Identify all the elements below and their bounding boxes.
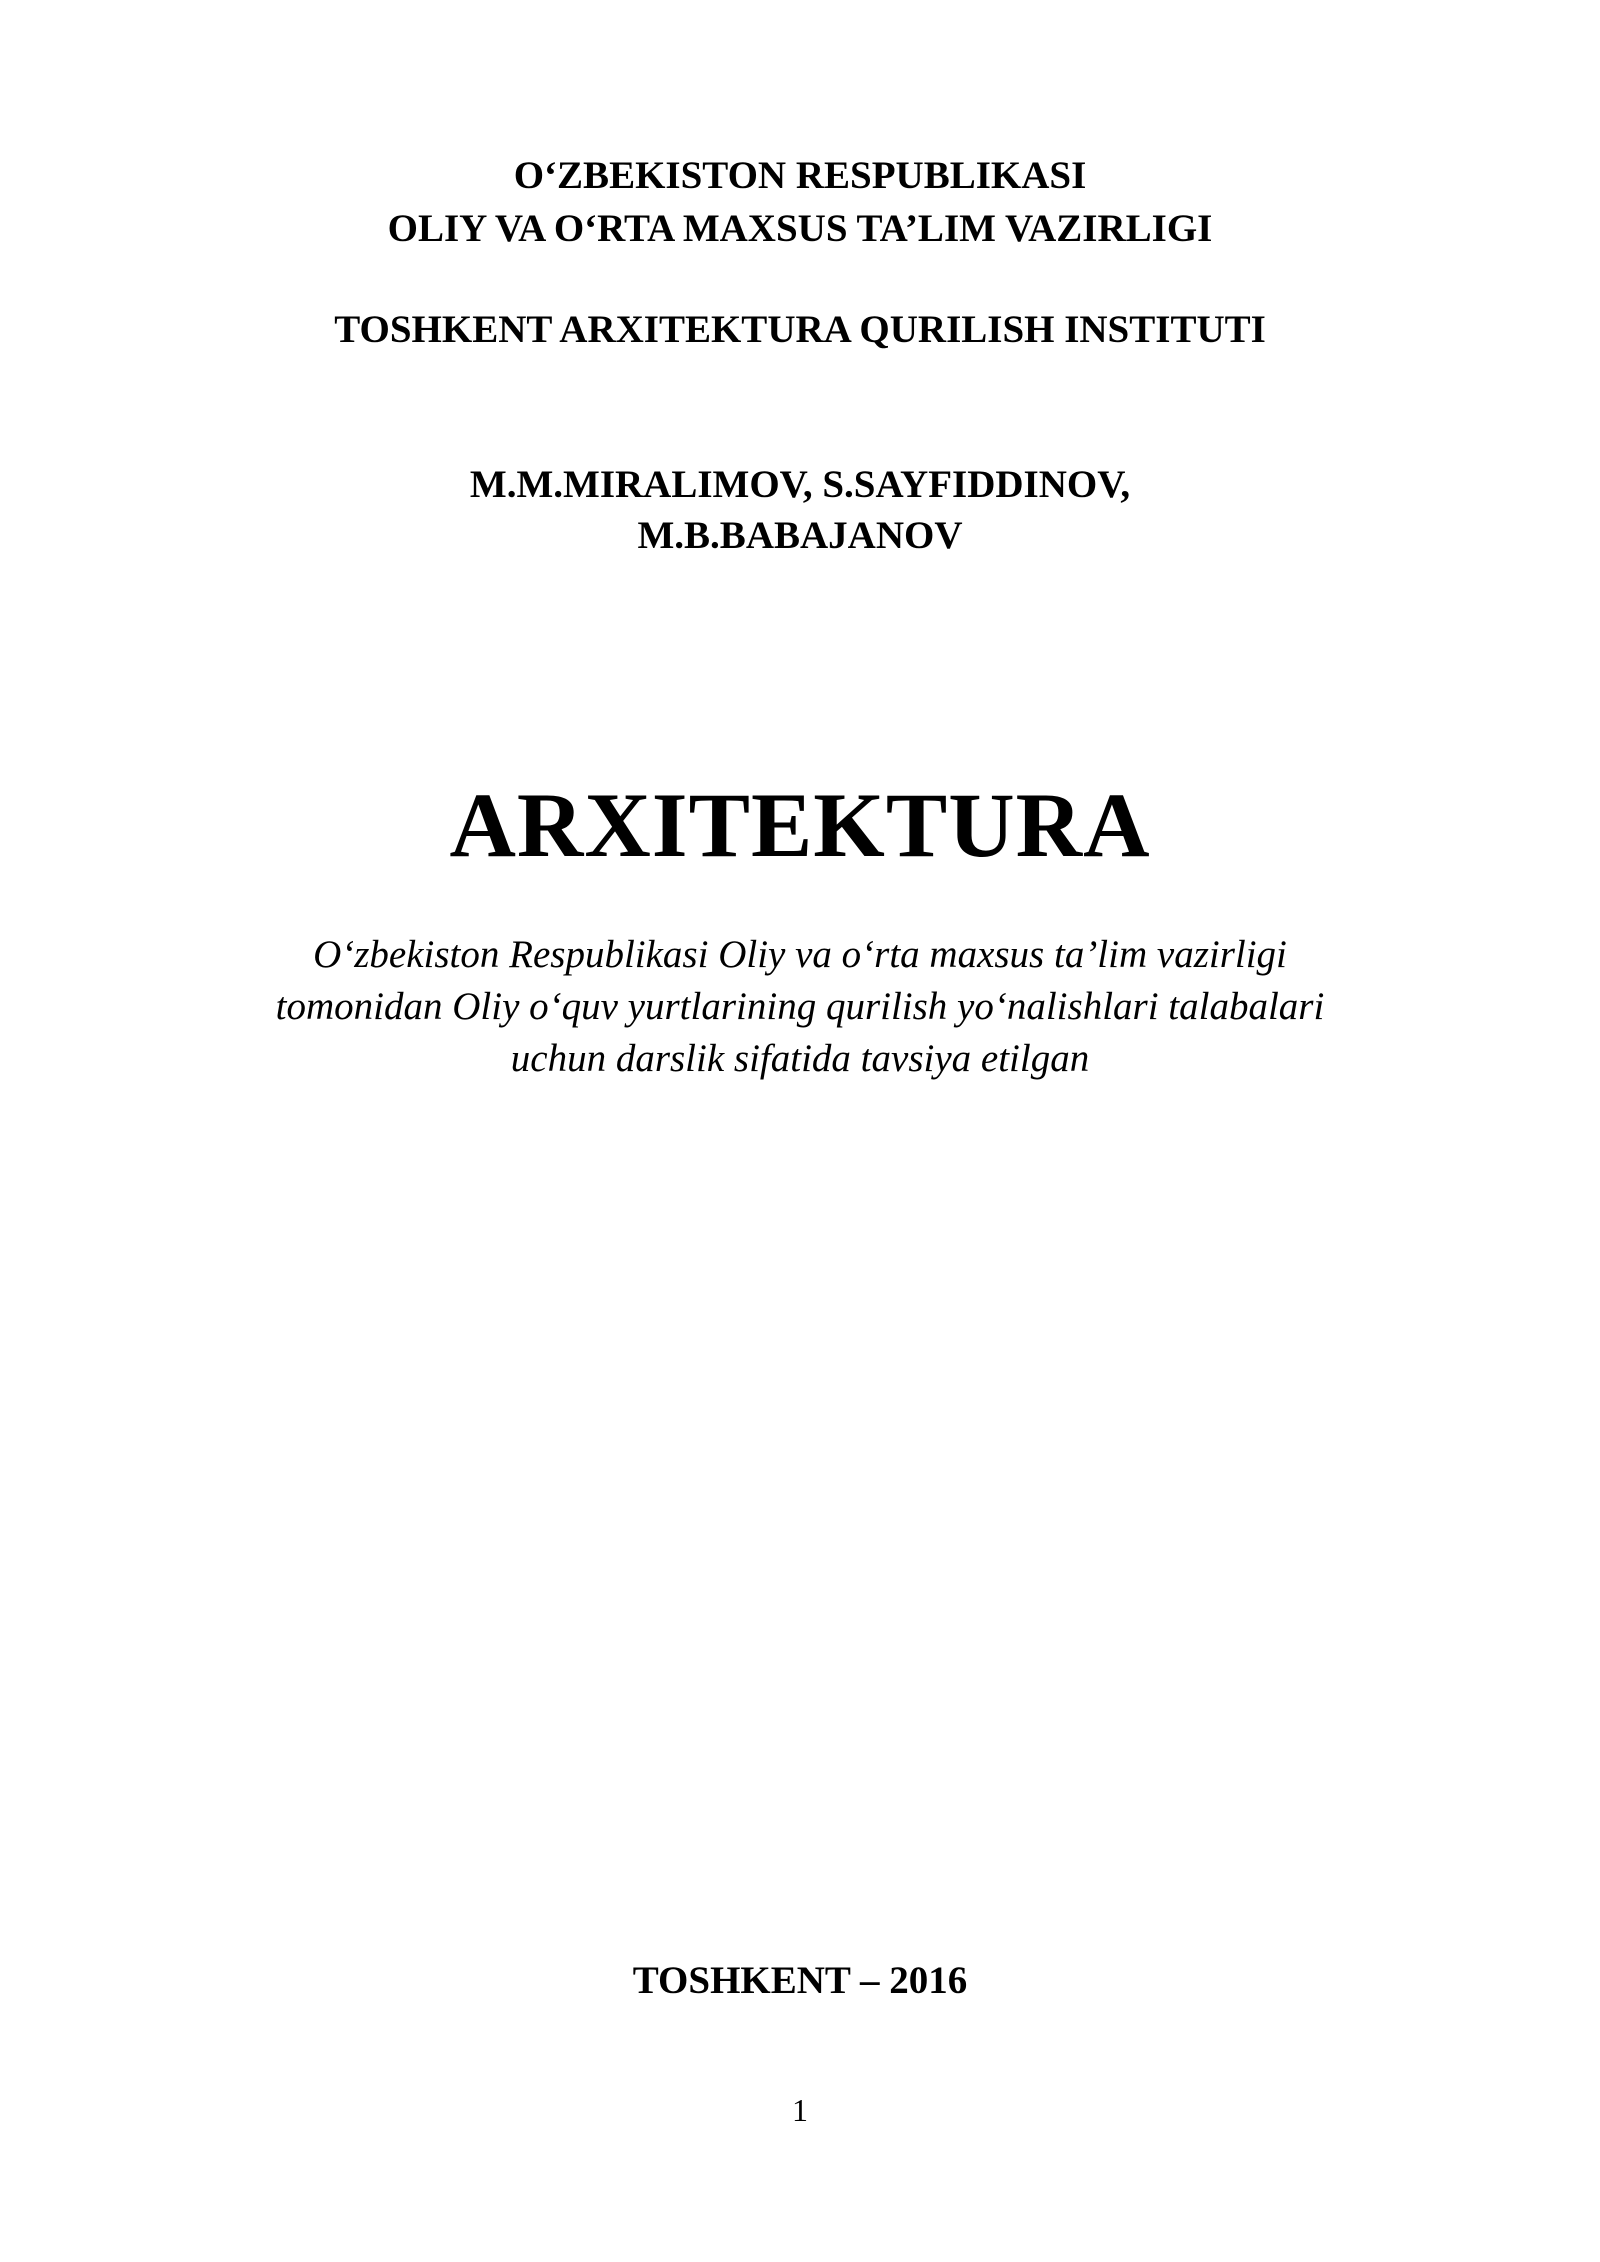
subtitle-line-3: uchun darslik sifatida tavsiya etilgan <box>510 1037 1090 1080</box>
institute-name: TOSHKENT ARXITEKTURA QURILISH INSTITUTI <box>334 308 1266 351</box>
authors-line-2: M.B.BABAJANOV <box>637 514 963 557</box>
page-number: 1 <box>792 2092 808 2128</box>
subtitle-line-2: tomonidan Oliy o‘quv yurtlarining qurilish yo‘nalishlari talabalari <box>275 985 1325 1028</box>
city-year: TOSHKENT – 2016 <box>632 1959 968 2002</box>
authors-line-1: M.M.MIRALIMOV, S.SAYFIDDINOV, <box>469 463 1131 506</box>
book-title: ARXITEKTURA <box>449 774 1151 876</box>
subtitle-line-1: O‘zbekiston Respublikasi Oliy va o‘rta maxsus ta’lim vazirligi <box>313 933 1287 976</box>
ministry-country-line: O‘ZBEKISTON RESPUBLIKASI <box>513 154 1087 197</box>
ministry-name-line: OLIY VA O‘RTA MAXSUS TA’LIM VAZIRLIGI <box>387 207 1213 250</box>
